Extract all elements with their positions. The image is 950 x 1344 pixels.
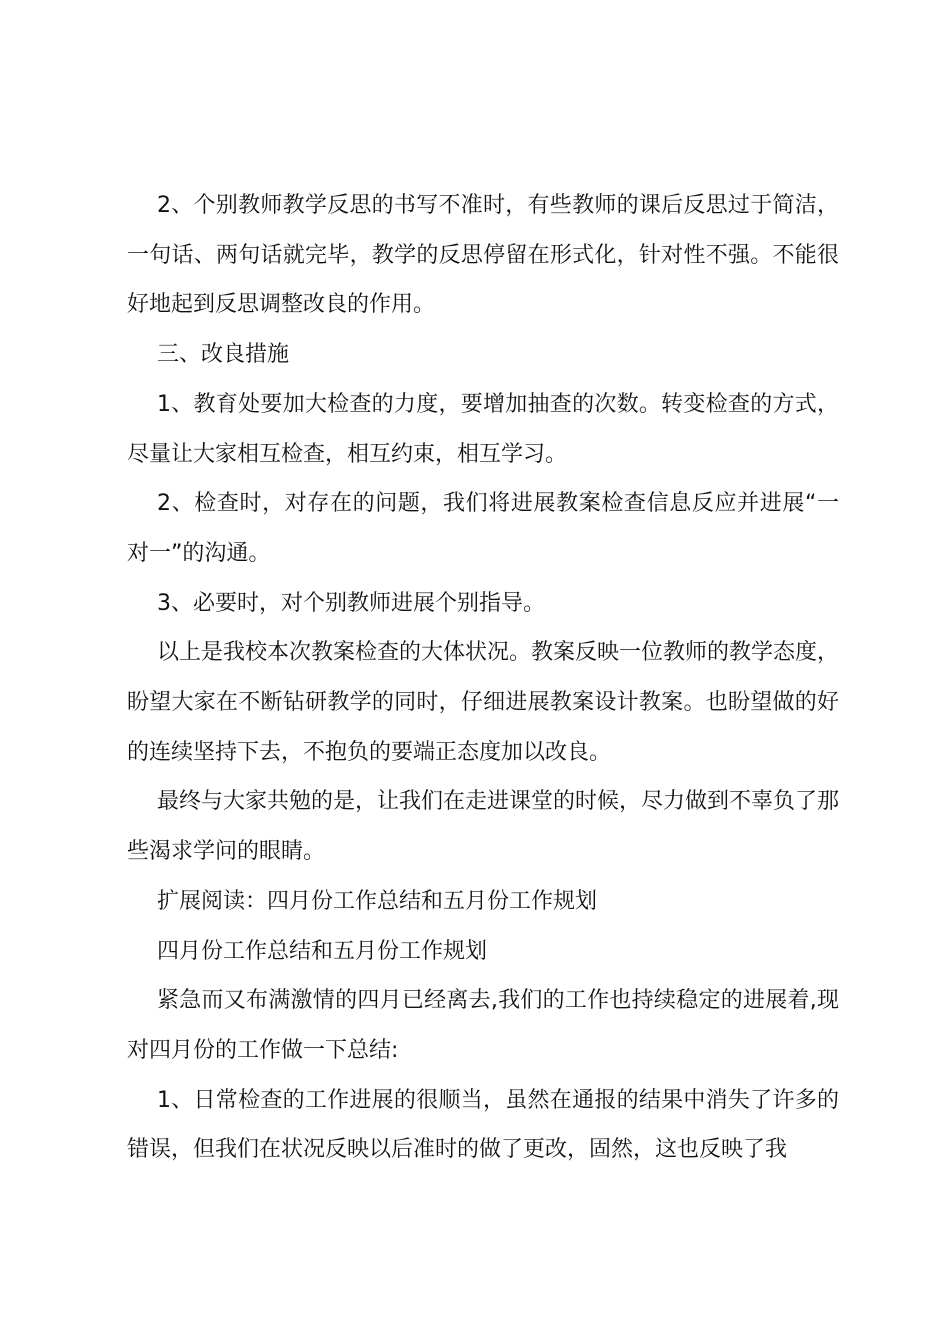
paragraph-measure-2: 2、检查时，对存在的问题，我们将进展教案检查信息反应并进展“一对一”的沟通。 <box>127 491 839 566</box>
paragraph-subtitle: 四月份工作总结和五月份工作规划 <box>157 938 488 964</box>
paragraph-measure-1: 1、教育处要加大检查的力度，要增加抽查的次数。转变检查的方式，尽量让大家相互检查，相互约束，相互学习。 <box>127 391 839 467</box>
paragraph-april-intro: 紧急而又布满激情的四月已经离去,我们的工作也持续稳定的进展着,现对四月份的工作做一下总结: <box>127 988 839 1063</box>
paragraph-extended-reading: 扩展阅读：四月份工作总结和五月份工作规划 <box>157 888 598 914</box>
paragraph-measure-3: 3、必要时，对个别教师进展个别指导。 <box>157 590 545 616</box>
document-body <box>127 181 839 1175</box>
section-heading-improvement-measures: 三、改良措施 <box>157 342 290 368</box>
paragraph-april-item-1: 1、日常检查的工作进展的很顺当，虽然在通报的结果中消失了许多的错误，但我们在状况反映以后准时的做了更改，固然，这也反映了我 <box>127 1087 839 1163</box>
paragraph-reflection-issue: 2、个别教师教学反思的书写不准时，有些教师的课后反思过于简洁，一句话、两句话就完毕，教学的反思停留在形式化，针对性不强。不能很好地起到反思调整改良的作用。 <box>127 193 839 318</box>
paragraph-closing: 最终与大家共勉的是，让我们在走进课堂的时候，尽力做到不辜负了那些渴求学问的眼睛。 <box>127 789 840 865</box>
paragraph-summary: 以上是我校本次教案检查的大体状况。教案反映一位教师的教学态度，盼望大家在不断钻研教学的同时，仔细进展教案设计教案。也盼望做的好的连续坚持下去，不抱负的要端正态度加以改良。 <box>127 640 840 765</box>
